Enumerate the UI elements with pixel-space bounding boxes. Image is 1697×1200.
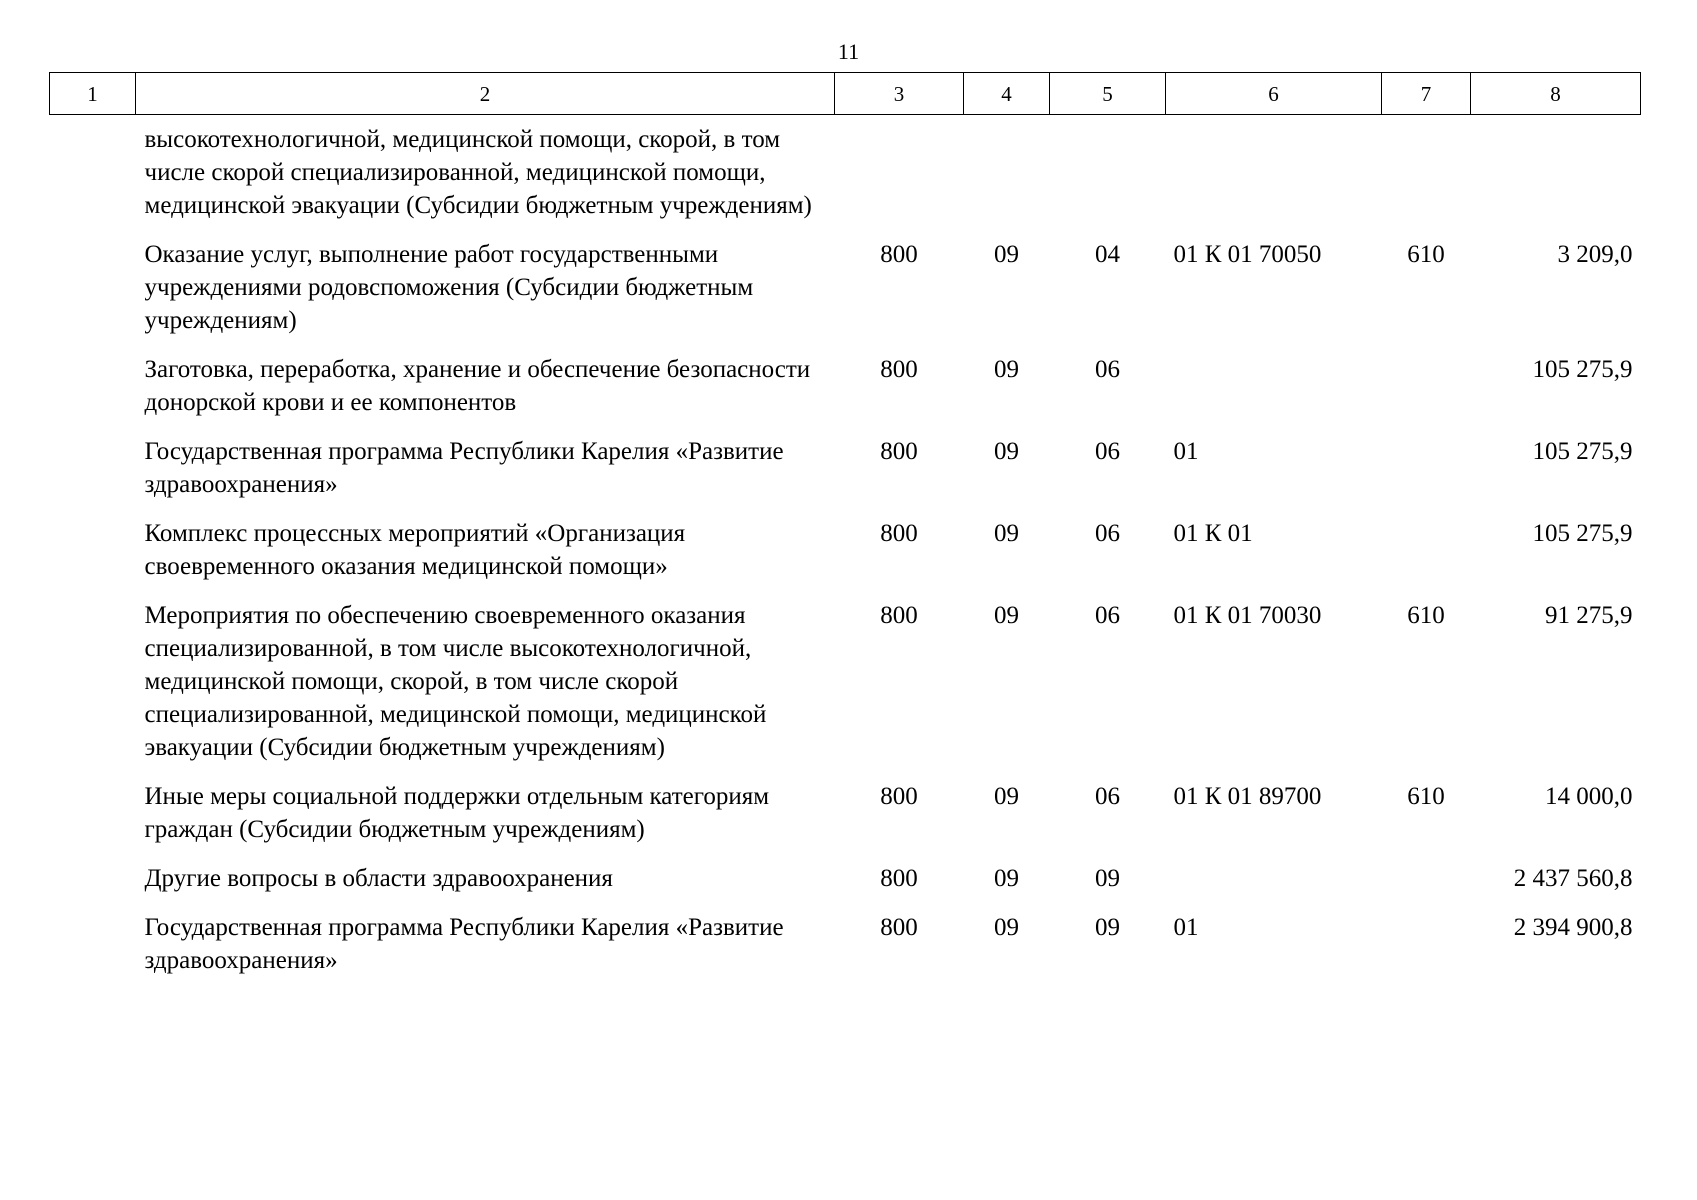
expense-type-cell — [1382, 115, 1471, 239]
amount-cell: 91 275,9 — [1545, 602, 1633, 629]
table-row — [50, 435, 1641, 517]
table-header — [50, 73, 1641, 115]
table-row — [50, 599, 1641, 780]
ministry-code-cell: 800 — [880, 438, 918, 465]
expense-type-cell — [1382, 862, 1471, 911]
amount-cell: 14 000,0 — [1545, 783, 1633, 810]
table-row — [50, 353, 1641, 435]
subsection-code-cell: 09 — [1095, 865, 1120, 892]
table-row — [50, 517, 1641, 599]
amount-cell: 3 209,0 — [1557, 241, 1633, 268]
expense-type-cell: 610 — [1407, 602, 1445, 629]
section-code-cell: 09 — [994, 865, 1019, 892]
subsection-code-cell: 06 — [1095, 356, 1120, 383]
expense-type-cell — [1382, 353, 1471, 435]
row-number-cell — [50, 780, 136, 862]
row-number-cell — [50, 599, 136, 780]
row-name-cell: Оказание услуг, выполнение работ государственными учреждениями родовспоможения (Субсидии бюджетным учреждениям) — [144, 241, 754, 334]
amount-cell: 105 275,9 — [1532, 438, 1633, 465]
section-code-cell — [964, 115, 1050, 239]
ministry-code-cell: 800 — [880, 520, 918, 547]
row-number-cell — [50, 911, 136, 993]
table-row — [50, 238, 1641, 353]
row-name-cell: Мероприятия по обеспечению своевременного оказания специализированной, в том числе высокотехнологичной, медицинской помощи, скорой, в том числе скорой специализированной, медицинской помощи, медицинской эвакуации (Субсидии бюджетным учреждениям) — [144, 602, 767, 761]
row-number-cell — [50, 517, 136, 599]
table-row — [50, 780, 1641, 862]
target-article-cell: 01 — [1173, 438, 1199, 465]
target-article-cell: 01 К 01 70030 — [1173, 602, 1322, 629]
row-number-cell — [50, 115, 136, 239]
amount-cell: 2 437 560,8 — [1513, 865, 1633, 892]
expense-type-cell: 610 — [1407, 241, 1445, 268]
row-name-cell: Государственная программа Республики Карелия «Развитие здравоохранения» — [144, 438, 784, 498]
subsection-code-cell: 09 — [1095, 914, 1120, 941]
ministry-code-cell — [835, 115, 964, 239]
target-article-cell: 01 К 01 — [1173, 520, 1253, 547]
header-row — [50, 73, 1641, 115]
column-header: 1 — [50, 73, 136, 115]
expense-type-cell — [1382, 435, 1471, 517]
row-name-cell: Комплекс процессных мероприятий «Организация своевременного оказания медицинской помощи» — [144, 520, 686, 580]
amount-cell: 105 275,9 — [1532, 356, 1633, 383]
budget-table — [49, 72, 1641, 993]
page-number: 11 — [837, 39, 860, 64]
row-number-cell — [50, 435, 136, 517]
expense-type-cell — [1382, 517, 1471, 599]
target-article-cell — [1166, 862, 1382, 911]
target-article-cell — [1166, 353, 1382, 435]
table-row — [50, 115, 1641, 239]
target-article-cell: 01 К 01 70050 — [1173, 241, 1322, 268]
row-name-cell: Иные меры социальной поддержки отдельным категориям граждан (Субсидии бюджетным учреждениям) — [144, 783, 770, 843]
subsection-code-cell: 04 — [1095, 241, 1120, 268]
table-row — [50, 911, 1641, 993]
column-header: 5 — [1050, 73, 1166, 115]
row-number-cell — [50, 862, 136, 911]
section-code-cell: 09 — [994, 438, 1019, 465]
subsection-code-cell: 06 — [1095, 438, 1120, 465]
ministry-code-cell: 800 — [880, 783, 918, 810]
section-code-cell: 09 — [994, 241, 1019, 268]
column-header: 7 — [1382, 73, 1471, 115]
table-row — [50, 862, 1641, 911]
expense-type-cell: 610 — [1407, 783, 1445, 810]
column-header: 2 — [136, 73, 835, 115]
row-name-cell: Государственная программа Республики Карелия «Развитие здравоохранения» — [144, 914, 784, 974]
subsection-code-cell: 06 — [1095, 783, 1120, 810]
column-header: 3 — [835, 73, 964, 115]
row-number-cell — [50, 353, 136, 435]
ministry-code-cell: 800 — [880, 241, 918, 268]
column-header: 6 — [1166, 73, 1382, 115]
section-code-cell: 09 — [994, 783, 1019, 810]
table-body — [50, 115, 1641, 994]
ministry-code-cell: 800 — [880, 356, 918, 383]
amount-cell: 105 275,9 — [1532, 520, 1633, 547]
subsection-code-cell — [1050, 115, 1166, 239]
target-article-cell — [1166, 115, 1382, 239]
expense-type-cell — [1382, 911, 1471, 993]
subsection-code-cell: 06 — [1095, 602, 1120, 629]
section-code-cell: 09 — [994, 914, 1019, 941]
ministry-code-cell: 800 — [880, 865, 918, 892]
row-name-cell: высокотехнологичной, медицинской помощи, скорой, в том числе скорой специализированной, медицинской помощи, медицинской эвакуации (Субсидии бюджетным учреждениям) — [144, 126, 812, 219]
row-name-cell: Заготовка, переработка, хранение и обеспечение безопасности донорской крови и ее компонентов — [144, 356, 811, 416]
ministry-code-cell: 800 — [880, 602, 918, 629]
column-header: 4 — [964, 73, 1050, 115]
subsection-code-cell: 06 — [1095, 520, 1120, 547]
target-article-cell: 01 — [1173, 914, 1199, 941]
section-code-cell: 09 — [994, 520, 1019, 547]
column-header: 8 — [1471, 73, 1641, 115]
row-number-cell — [50, 238, 136, 353]
amount-cell — [1471, 115, 1641, 239]
section-code-cell: 09 — [994, 356, 1019, 383]
target-article-cell: 01 К 01 89700 — [1173, 783, 1322, 810]
amount-cell: 2 394 900,8 — [1513, 914, 1633, 941]
section-code-cell: 09 — [994, 602, 1019, 629]
row-name-cell: Другие вопросы в области здравоохранения — [144, 865, 613, 892]
ministry-code-cell: 800 — [880, 914, 918, 941]
